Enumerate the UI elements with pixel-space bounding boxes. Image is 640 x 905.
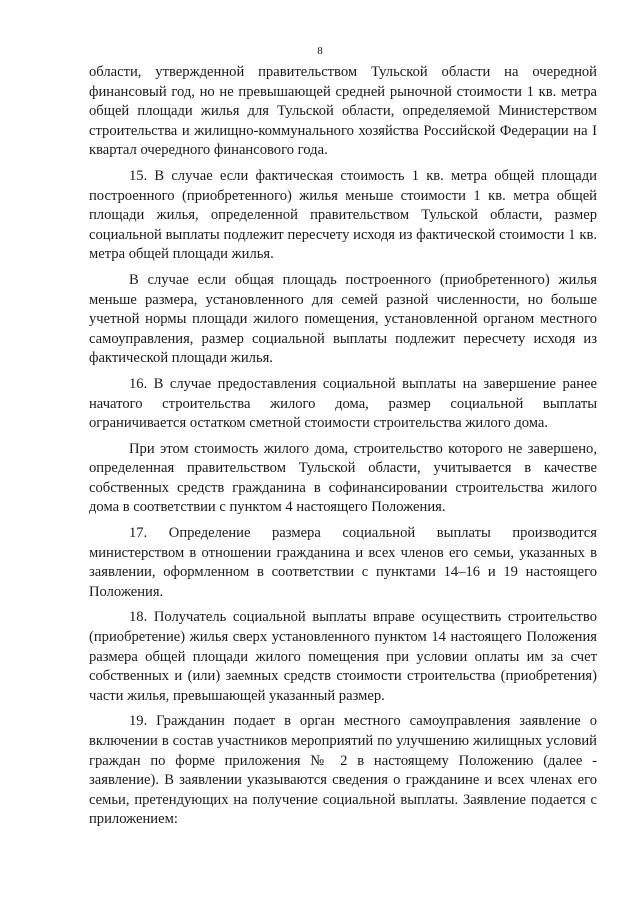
paragraph-17: 17. Определение размера социальной выплаты производится министерством в отношении гражданина и всех членов его семьи, указанных в заявлении, оформленном в соответствии с пунктами 14–16 и 19 настоящего Положения.	[89, 525, 597, 600]
paragraph-continuation: области, утвержденной правительством Тульской области на очередной финансовый год, но не превышающей средней рыночной стоимости 1 кв. метра общей площади жилья для Тульской области, определяемой Министерством строительства и жилищно-коммунального хозяйства Российской Федерации на I квартал очередного финансового года.	[89, 64, 597, 159]
paragraph-18: 18. Получатель социальной выплаты вправе осуществить строительство (приобретение) жилья сверх установленного пунктом 14 настоящего Положения размера общей площади жилого помещения при условии оплаты им за счет собственных и (или) заемных средств стоимости строительства (приобретения) части жилья, превышающей указанный размер.	[89, 609, 597, 704]
page-number: 8	[317, 45, 323, 57]
paragraph-19: 19. Гражданин подает в орган местного самоуправления заявление о включении в состав участников мероприятий по улучшению жилищных условий граждан по форме приложения № 2 в настоящему Положению (далее - заявление). В заявлении указываются сведения о гражданине и всех членах его семьи, претендующих на получение социальной выплаты. Заявление подается с приложением:	[89, 713, 597, 828]
paragraph-15: 15. В случае если фактическая стоимость 1 кв. метра общей площади построенного (приобретенного) жилья меньше стоимости 1 кв. метра общей площади жилья, определенной правительством Тульской области, размер социальной выплаты подлежит пересчету исходя из фактической стоимости 1 кв. метра общей площади жилья.	[89, 167, 597, 263]
paragraph-16: 16. В случае предоставления социальной выплаты на завершение ранее начатого строительства жилого дома, размер социальной выплаты ограничивается остатком сметной стоимости строительства жилого дома.	[89, 375, 597, 432]
paragraph-15-area: В случае если общая площадь построенного (приобретенного) жилья меньше размера, установленного для семей разной численности, но больше учетной нормы площади жилого помещения, установленной органом местного самоуправления, размер социальной выплаты подлежит пересчету исходя из фактической площади жилья.	[89, 271, 597, 367]
document-body	[89, 63, 597, 830]
paragraph-16-cost: При этом стоимость жилого дома, строительство которого не завершено, определенная правительством Тульской области, учитывается в качестве собственных средств гражданина в софинансировании строительства жилого дома в соответствии с пунктом 4 настоящего Положения.	[89, 440, 597, 516]
